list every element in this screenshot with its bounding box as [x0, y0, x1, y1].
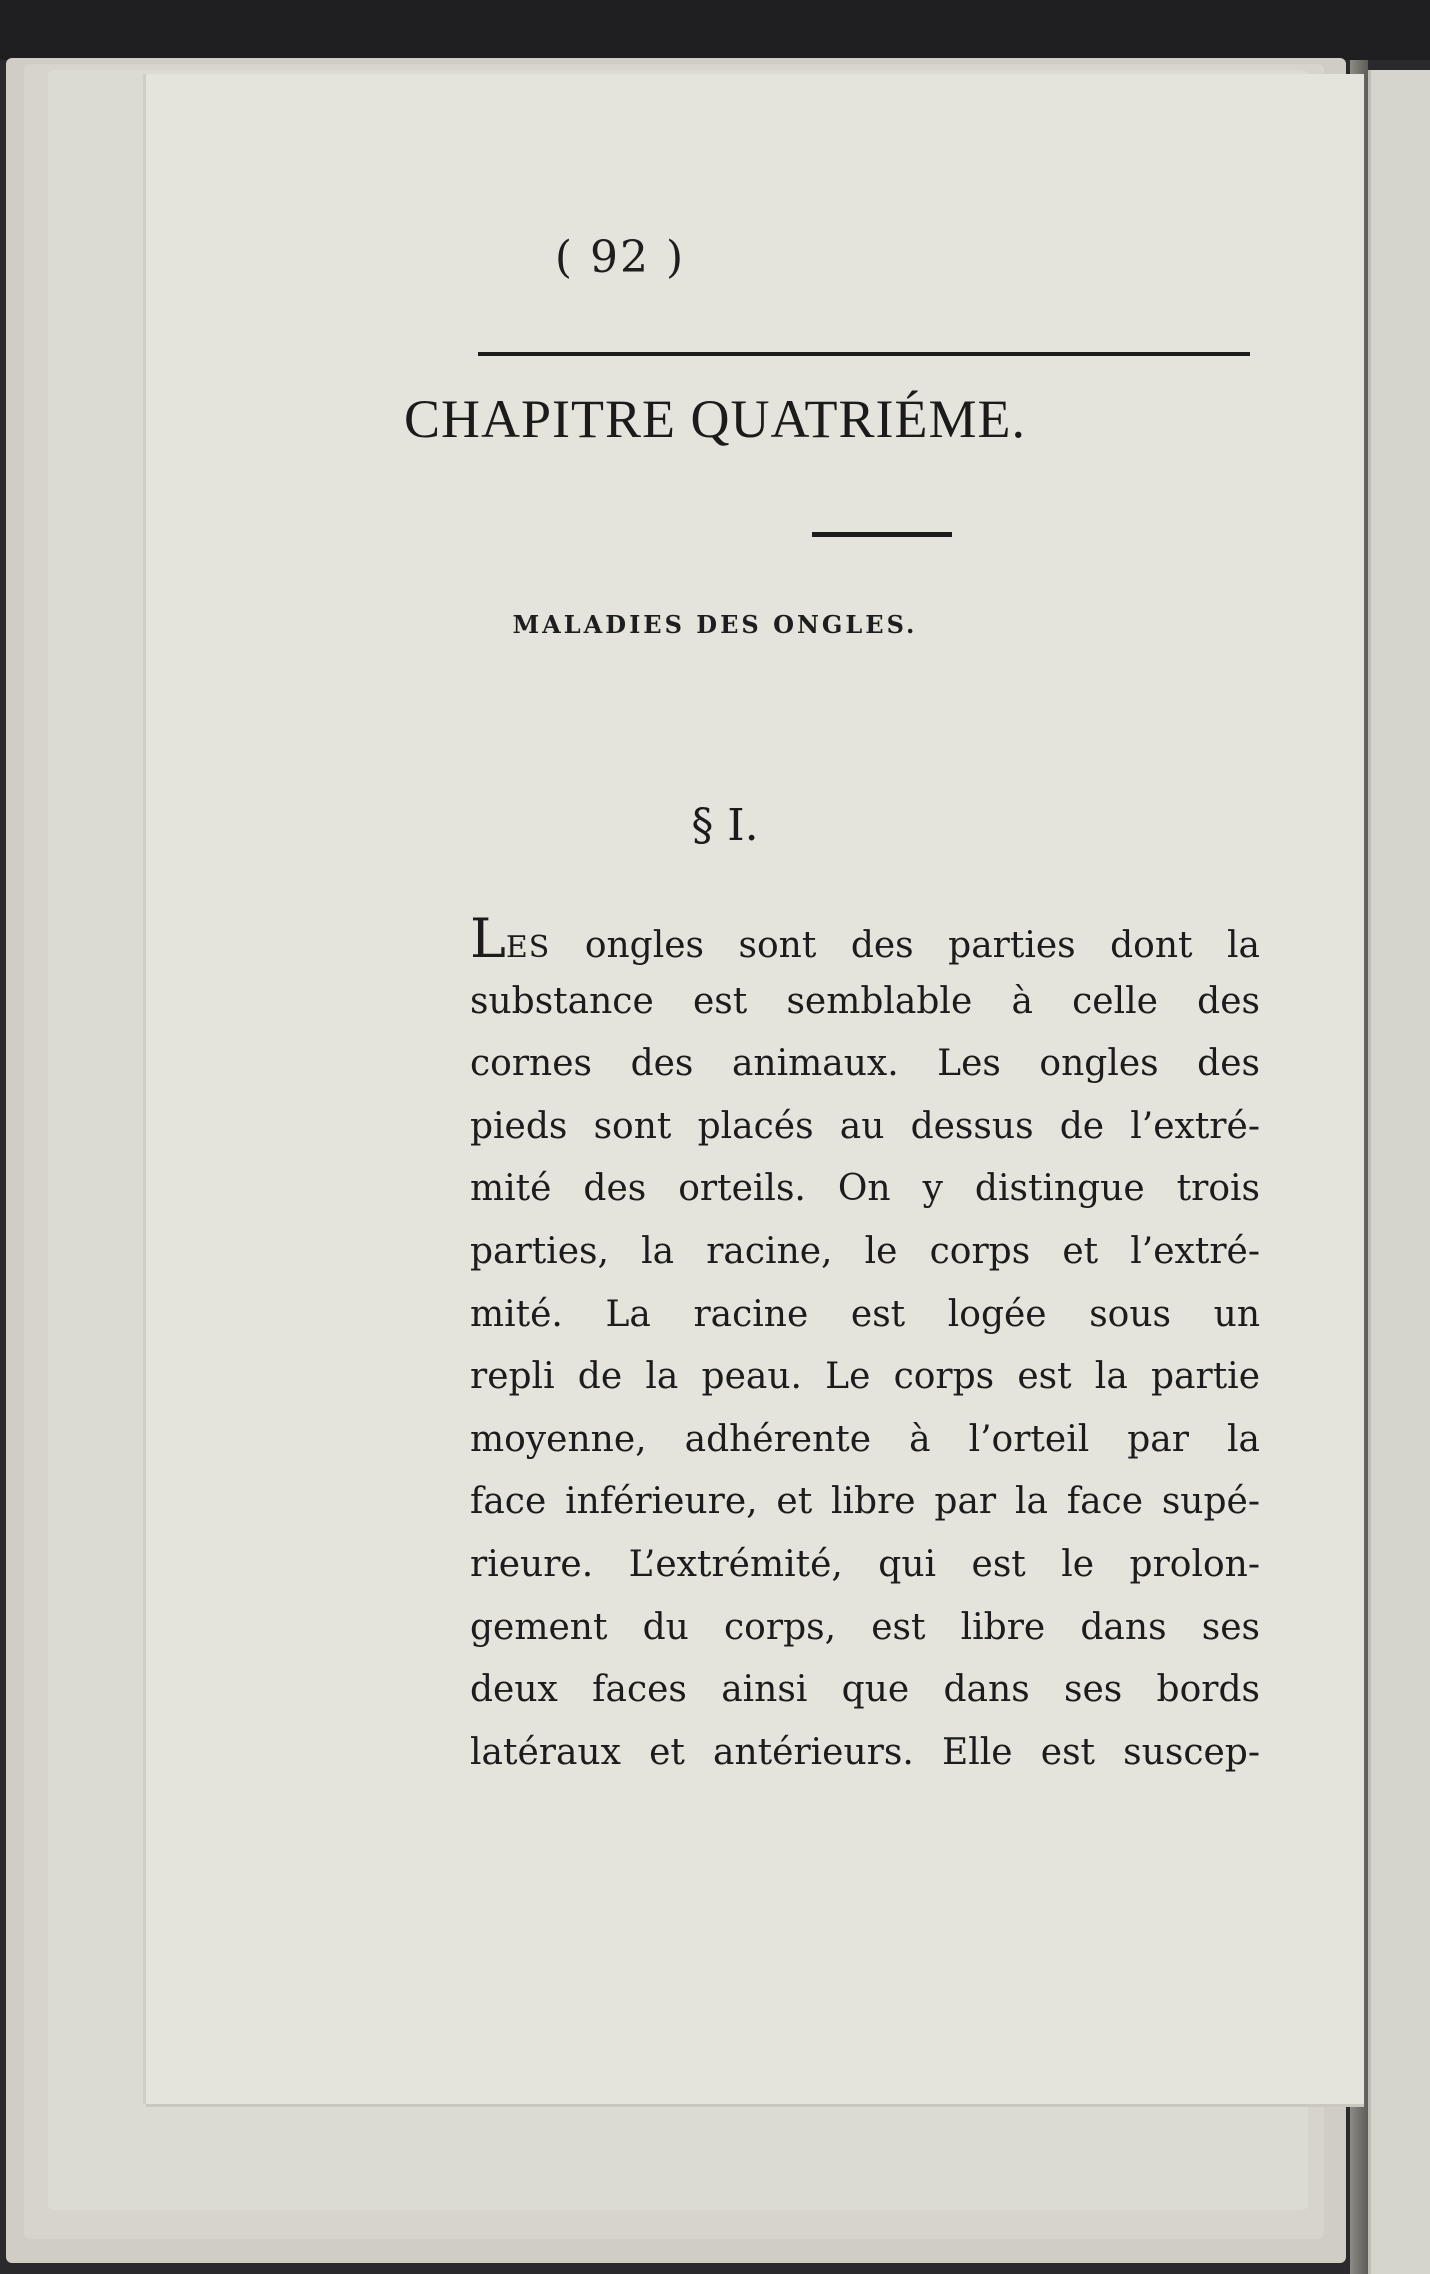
first-line-text: ongles sont des parties dont la	[550, 925, 1260, 966]
section-heading: § I.	[691, 800, 759, 851]
text-line: parties, la racine, le corps et l’extré-	[470, 1230, 1260, 1272]
text-line: moyenne, adhérente à l’orteil par la	[470, 1418, 1260, 1460]
text-line: repli de la peau. Le corps est la partie	[470, 1356, 1260, 1398]
small-caps: ES	[505, 930, 551, 965]
text-line: latéraux et antérieurs. Elle est suscep-	[470, 1731, 1260, 1773]
text-line	[470, 908, 1260, 971]
text-line: cornes des animaux. Les ongles des	[470, 1043, 1260, 1085]
body-text	[470, 908, 1260, 1784]
chapter-title: CHAPITRE QUATRIÉME.	[404, 389, 1026, 449]
background-top	[0, 0, 1430, 60]
text-line: substance est semblable à celle des	[470, 980, 1260, 1022]
text-line: pieds sont placés au dessus de l’extré-	[470, 1105, 1260, 1147]
text-line: gement du corps, est libre dans ses	[470, 1606, 1260, 1648]
text-line: rieure. L’extrémité, qui est le prolon-	[470, 1543, 1260, 1585]
text-line: deux faces ainsi que dans ses bords	[470, 1669, 1260, 1711]
text-line: face inférieure, et libre par la face supé-	[470, 1481, 1260, 1523]
title-rule	[812, 532, 952, 537]
drop-cap: L	[470, 907, 506, 970]
text-line: mité des orteils. On y distingue trois	[470, 1168, 1260, 1210]
chapter-subtitle: MALADIES DES ONGLES.	[512, 610, 918, 639]
header-rule	[478, 352, 1250, 356]
page-number: ( 92 )	[554, 232, 686, 283]
text-line: mité. La racine est logée sous un	[470, 1293, 1260, 1335]
